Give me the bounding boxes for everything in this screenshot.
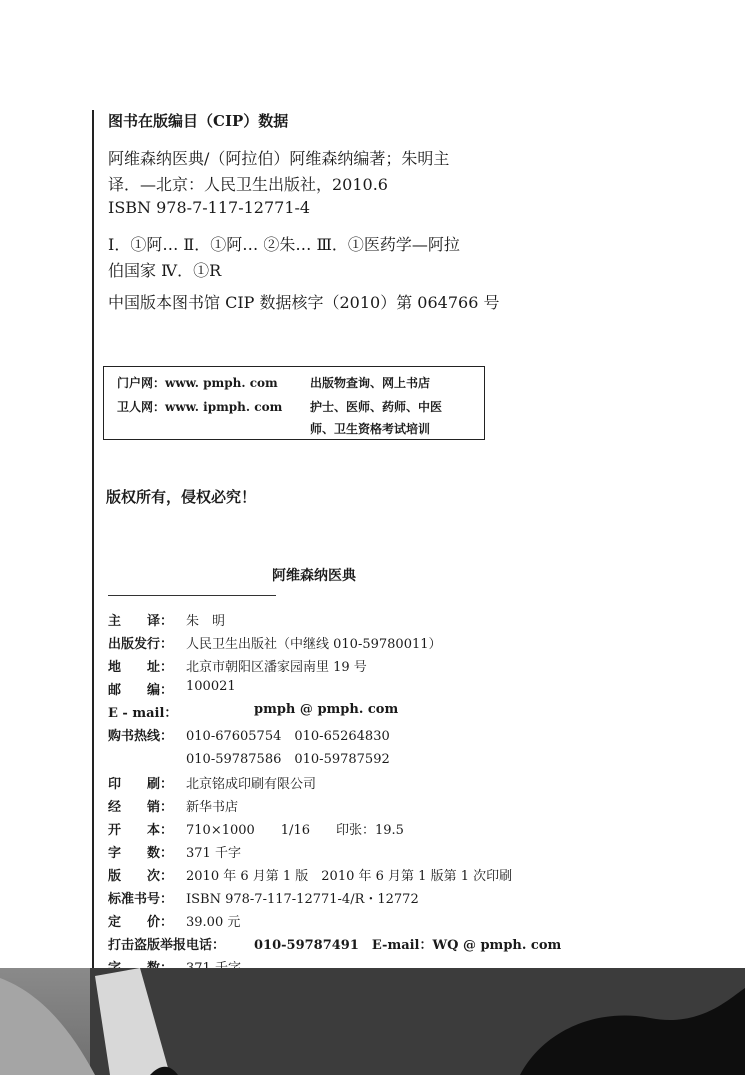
cip-line: 伯国家 Ⅳ．①R bbox=[108, 261, 222, 280]
imprint-label: 地 址： bbox=[108, 660, 174, 675]
cip-line: Ⅰ．①阿… Ⅱ．①阿… ②朱… Ⅲ．①医药学—阿拉 bbox=[108, 235, 460, 254]
title-divider bbox=[108, 595, 276, 596]
ipmph-desc-cont: 师、卫生资格考试培训 bbox=[310, 422, 431, 436]
ipmph-site: 卫人网：www. ipmph. com bbox=[117, 400, 283, 414]
imprint-label: 印 刷： bbox=[108, 777, 174, 792]
imprint-value: ISBN 978-7-117-12771-4/R・12772 bbox=[186, 892, 419, 907]
imprint-label: 开 本： bbox=[108, 823, 174, 838]
imprint-label: 字 数： bbox=[108, 846, 174, 861]
cip-number: 中国版本图书馆 CIP 数据核字（2010）第 064766 号 bbox=[108, 293, 500, 312]
cip-line: ISBN 978-7-117-12771-4 bbox=[108, 198, 311, 217]
background-image-strip bbox=[0, 968, 745, 1075]
margin-rule bbox=[92, 110, 94, 970]
imprint-label: 邮 编： bbox=[108, 683, 174, 698]
imprint-value: 010-59787491 E-mail：WQ @ pmph. com bbox=[254, 938, 562, 953]
imprint-label: 标准书号： bbox=[108, 892, 174, 907]
imprint-label: 版 次： bbox=[108, 869, 174, 884]
portal-site: 门户网：www. pmph. com bbox=[117, 376, 278, 390]
imprint-value: 010-67605754 010-65264830 bbox=[186, 729, 390, 744]
website-box bbox=[103, 366, 485, 440]
cip-line: 阿维森纳医典/（阿拉伯）阿维森纳编著；朱明主 bbox=[108, 149, 450, 168]
imprint-value: 010-59787586 010-59787592 bbox=[186, 752, 390, 767]
portal-desc: 出版物查询、网上书店 bbox=[310, 376, 431, 390]
imprint-label: E - mail： bbox=[108, 706, 178, 721]
imprint-value: pmph @ pmph. com bbox=[254, 702, 399, 717]
book-title: 阿维森纳医典 bbox=[272, 568, 356, 584]
imprint-value: 朱 明 bbox=[186, 614, 226, 629]
imprint-value: 北京市朝阳区潘家园南里 19 号 bbox=[186, 660, 367, 675]
imprint-label: 出版发行： bbox=[108, 637, 174, 652]
imprint-value: 北京铭成印刷有限公司 bbox=[186, 777, 317, 792]
imprint-value: 新华书店 bbox=[186, 800, 239, 815]
imprint-label: 主 译： bbox=[108, 614, 174, 629]
cip-line: 译．—北京：人民卫生出版社，2010.6 bbox=[108, 175, 388, 194]
imprint-label: 购书热线： bbox=[108, 729, 174, 744]
imprint-value: 2010 年 6 月第 1 版 2010 年 6 月第 1 版第 1 次印刷 bbox=[186, 869, 513, 884]
imprint-value: 人民卫生出版社（中继线 010-59780011） bbox=[186, 637, 442, 652]
copyright-notice: 版权所有，侵权必究！ bbox=[106, 488, 257, 506]
imprint-value: 710×1000 1/16 印张：19.5 bbox=[186, 823, 404, 838]
imprint-label: 经 销： bbox=[108, 800, 174, 815]
imprint-value: 39.00 元 bbox=[186, 915, 241, 930]
imprint-label: 打击盗版举报电话： bbox=[108, 938, 226, 953]
imprint-value: 100021 bbox=[186, 679, 236, 694]
imprint-value: 371 千字 bbox=[186, 846, 241, 861]
cip-title: 图书在版编目（CIP）数据 bbox=[108, 112, 289, 130]
imprint-label: 定 价： bbox=[108, 915, 174, 930]
ipmph-desc: 护士、医师、药师、中医 bbox=[310, 400, 443, 414]
decorative-brush-shape bbox=[0, 968, 745, 1075]
